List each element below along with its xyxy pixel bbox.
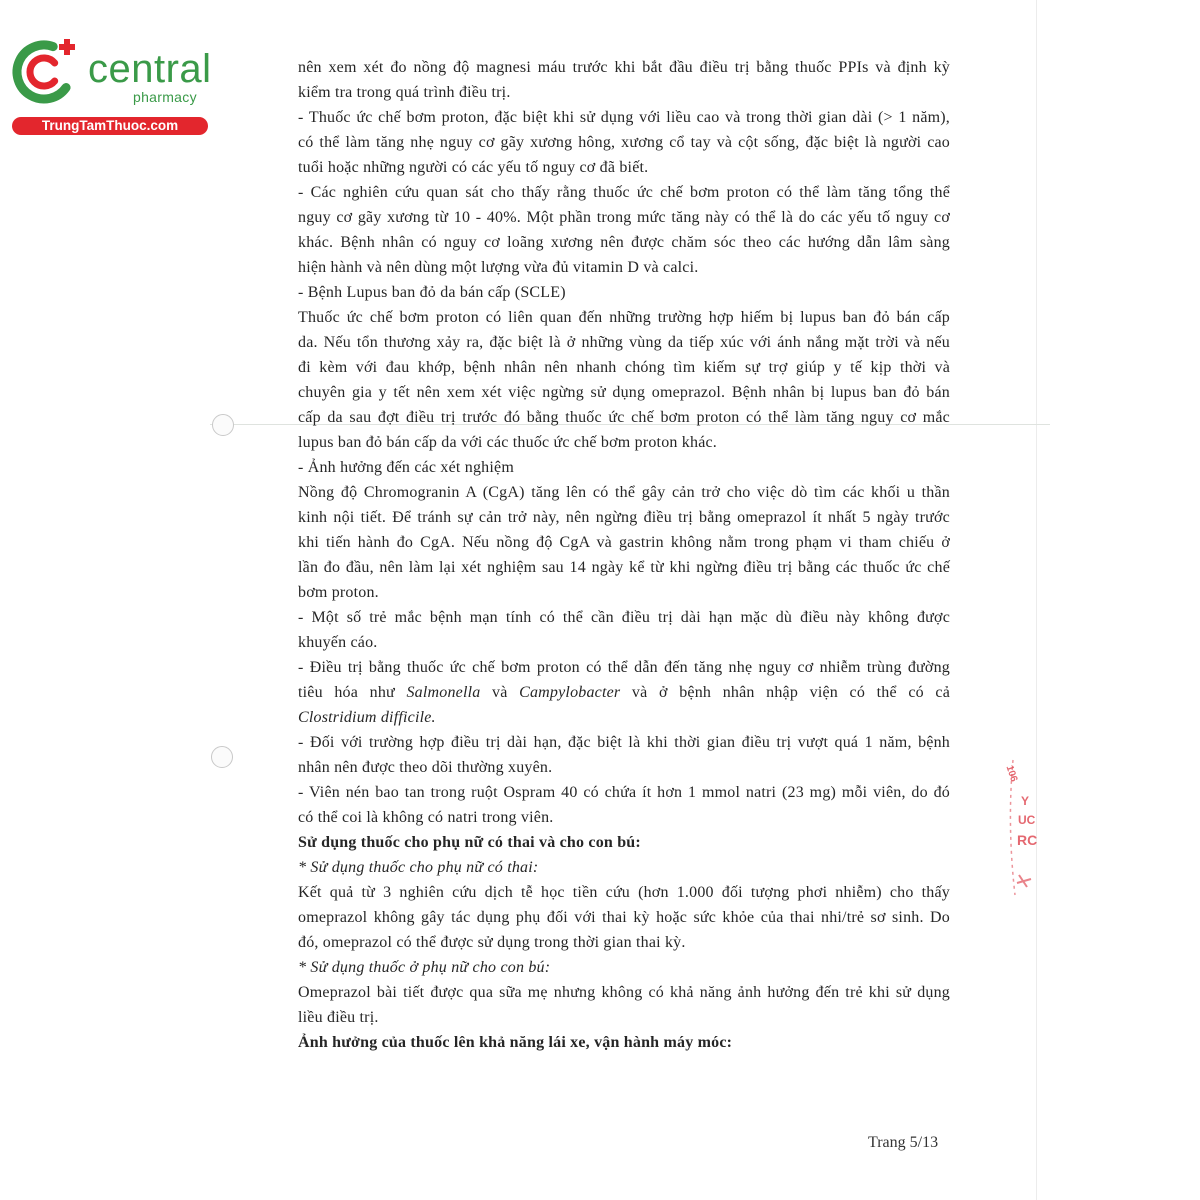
- text-line: có thể làm tăng nhẹ nguy cơ gãy xương hông, xương cổ tay và cột sống, đặc biệt là người cao: [298, 134, 950, 151]
- text-line: khi tiến hành đo CgA. Nếu nồng độ CgA và gastrin không nằm trong phạm vi tham chiếu ở: [298, 534, 950, 551]
- text-line: đó, omeprazol có thể được sử dụng trong thời gian thai kỳ.: [298, 934, 686, 951]
- text-line: Kết quả từ 3 nghiên cứu dịch tễ học tiền cứu (hơn 1.000 đối tượng phơi nhiễm) cho thấy: [298, 884, 950, 901]
- text-line: tuổi hoặc những người có các yếu tố nguy cơ đã biết.: [298, 159, 649, 176]
- italic-species-name: Campylobacter: [519, 684, 621, 701]
- text-line: khuyến cáo.: [298, 634, 378, 651]
- punch-hole-mark: [211, 746, 233, 768]
- text-line: [298, 680, 950, 705]
- text-line: có thể coi là không có natri trong viên.: [298, 809, 554, 826]
- text-segment: và ở bệnh nhân nhập viện có thể có cả: [620, 684, 950, 701]
- text-line: khác. Bệnh nhân có nguy cơ loãng xương nên được chăm sóc theo các hướng dẫn lâm sàng: [298, 234, 950, 251]
- text-line: liều điều trị.: [298, 1009, 379, 1026]
- text-line: Thuốc ức chế bơm proton có liên quan đến những trường hợp hiếm bị lupus ban đỏ bán cấp: [298, 309, 950, 326]
- text-line: - Thuốc ức chế bơm proton, đặc biệt khi sử dụng với liều cao và trong thời gian dài (> 1 năm),: [298, 109, 950, 126]
- text-line: kinh nội tiết. Để tránh sự cản trở này, nên ngừng điều trị bằng omeprazol ít nhất 5 ngày trước: [298, 509, 950, 526]
- text-line: Nồng độ Chromogranin A (CgA) tăng lên có thể gây cản trở cho việc dò tìm các khối u thần: [298, 484, 950, 501]
- text-line: cấp da sau đợt điều trị trước đó bằng thuốc ức chế bơm proton có thể làm tăng nguy cơ mắc: [298, 409, 950, 426]
- text-line: da. Nếu tổn thương xảy ra, đặc biệt là ở những vùng da tiếp xúc với ánh nắng mặt trời và nếu: [298, 334, 950, 351]
- text-line: - Một số trẻ mắc bệnh mạn tính có thể cần điều trị dài hạn mặc dù điều này không được: [298, 609, 950, 626]
- text-line: đi kèm với đau khớp, bệnh nhân nên nhanh chóng tìm kiếm sự trợ giúp y tế kịp thời và: [298, 359, 950, 376]
- subsection-heading: * Sử dụng thuốc cho phụ nữ có thai:: [298, 859, 539, 876]
- text-line: kiểm tra trong quá trình điều trị.: [298, 84, 511, 101]
- stamp-text-fragment: 106: [1003, 764, 1020, 784]
- italic-species-name: Clostridium difficile.: [298, 709, 436, 726]
- stamp-text-fragment: RC: [1017, 832, 1038, 848]
- text-line: bơm proton.: [298, 584, 379, 601]
- section-heading: Sử dụng thuốc cho phụ nữ có thai và cho con bú:: [298, 834, 641, 851]
- punch-hole-mark: [212, 414, 234, 436]
- text-line: - Ảnh hưởng đến các xét nghiệm: [298, 459, 514, 476]
- stamp-text-fragment: UC: [1018, 813, 1036, 827]
- text-line: hiện hành và nên dùng một lượng vừa đủ vitamin D và calci.: [298, 259, 699, 276]
- text-line: lần đo đầu, nên làm lại xét nghiệm sau 14 ngày kể từ khi ngừng điều trị bằng các thuốc ức chế: [298, 559, 950, 576]
- page-number: Trang 5/13: [868, 1134, 939, 1151]
- text-line: - Điều trị bằng thuốc ức chế bơm proton có thể dẫn đến tăng nhẹ nguy cơ nhiễm trùng đường: [298, 659, 950, 676]
- stamp-text-fragment: Y: [1021, 794, 1030, 808]
- text-line: - Bệnh Lupus ban đỏ da bán cấp (SCLE): [298, 284, 566, 301]
- text-line: lupus ban đỏ bán cấp da với các thuốc ức chế bơm proton khác.: [298, 434, 717, 451]
- text-line: - Đối với trường hợp điều trị dài hạn, đặc biệt là khi thời gian điều trị vượt quá 1 năm, bệnh: [298, 734, 950, 751]
- scan-page-edge: [1036, 0, 1037, 1200]
- brand-name: central: [88, 47, 212, 91]
- text-line: omeprazol không gây tác dụng phụ đối với thai kỳ hoặc sức khỏe của thai nhi/trẻ sơ sinh. Do: [298, 909, 950, 926]
- central-pharmacy-logo-icon: [0, 30, 90, 110]
- text-line: Omeprazol bài tiết được qua sữa mẹ nhưng không có khả năng ảnh hưởng đến trẻ khi sử dụng: [298, 984, 950, 1001]
- text-segment: tiêu hóa như: [298, 684, 407, 701]
- website-badge: TrungTamThuoc.com: [12, 117, 208, 135]
- text-line: nên xem xét đo nồng độ magnesi máu trước khi bắt đầu điều trị bằng thuốc PPIs và định kỳ: [298, 59, 950, 76]
- text-line: - Các nghiên cứu quan sát cho thấy rằng thuốc ức chế bơm proton có thể làm tăng tổng thể: [298, 184, 950, 201]
- text-line: chuyên gia y tết nên xem xét việc ngừng sử dụng omeprazol. Bệnh nhân bị lupus ban đỏ bán: [298, 384, 950, 401]
- text-line: nhân nên được theo dõi thường xuyên.: [298, 759, 553, 776]
- document-body: [298, 55, 950, 1055]
- subsection-heading: * Sử dụng thuốc ở phụ nữ cho con bú:: [298, 959, 551, 976]
- section-heading: Ảnh hưởng của thuốc lên khả năng lái xe, vận hành máy móc:: [298, 1034, 733, 1051]
- brand-subtitle: pharmacy: [133, 89, 197, 105]
- text-line: nguy cơ gãy xương từ 10 - 40%. Một phần trong mức tăng này có thể là do các yếu tố nguy cơ: [298, 209, 950, 226]
- text-line: - Viên nén bao tan trong ruột Ospram 40 có chứa ít hơn 1 mmol natri (23 mg) mỗi viên, do đó: [298, 784, 950, 801]
- italic-species-name: Salmonella: [406, 684, 481, 701]
- text-segment: và: [480, 684, 520, 701]
